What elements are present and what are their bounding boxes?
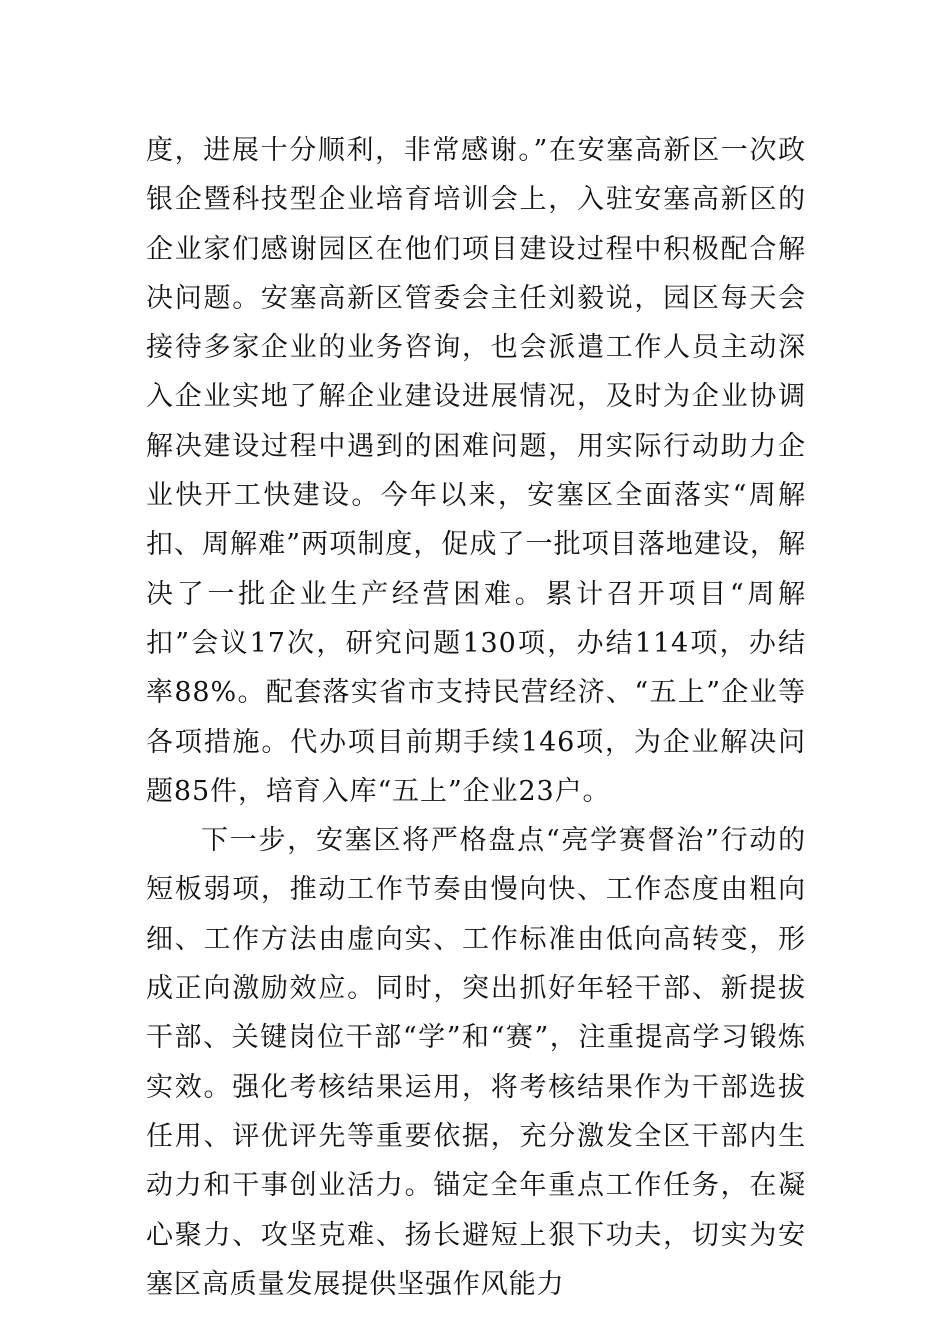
body-text [146, 126, 806, 1309]
paragraph-next-step: 下一步，安塞区将严格盘点“亮学赛督治”行动的短板弱项，推动工作节奏由慢向快、工作态度由粗向细、工作方法由虚向实、工作标准由低向高转变，形成正向激励效应。同时，突出抓好年轻干部、新提拔干部、关键岗位干部“学”和“赛”，注重提高学习锻炼实效。强化考核结果运用，将考核结果作为干部选拔任用、评优评先等重要依据，充分激发全区干部内生动力和干事创业活力。锚定全年重点工作任务，在凝心聚力、攻坚克难、扬长避短上狠下功夫，切实为安塞区高质量发展提供坚强作风能力 [146, 825, 806, 1300]
paragraph-continued: 度，进展十分顺利，非常感谢。”在安塞高新区一次政银企暨科技型企业培育培训会上，入驻安塞高新区的企业家们感谢园区在他们项目建设过程中积极配合解决问题。安塞高新区管委会主任刘毅说，园区每天会接待多家企业的业务咨询，也会派遣工作人员主动深入企业实地了解企业建设进展情况，及时为企业协调解决建设过程中遇到的困难问题，用实际行动助力企业快开工快建设。今年以来，安塞区全面落实“周解扣、周解难”两项制度，促成了一批项目落地建设，解决了一批企业生产经营困难。累计召开项目“周解扣”会议17次，研究问题130项，办结114项，办结率88%。配套落实省市支持民营经济、“五上”企业等各项措施。代办项目前期手续146项，为企业解决问题85件，培育入库“五上”企业23户。 [146, 135, 806, 807]
